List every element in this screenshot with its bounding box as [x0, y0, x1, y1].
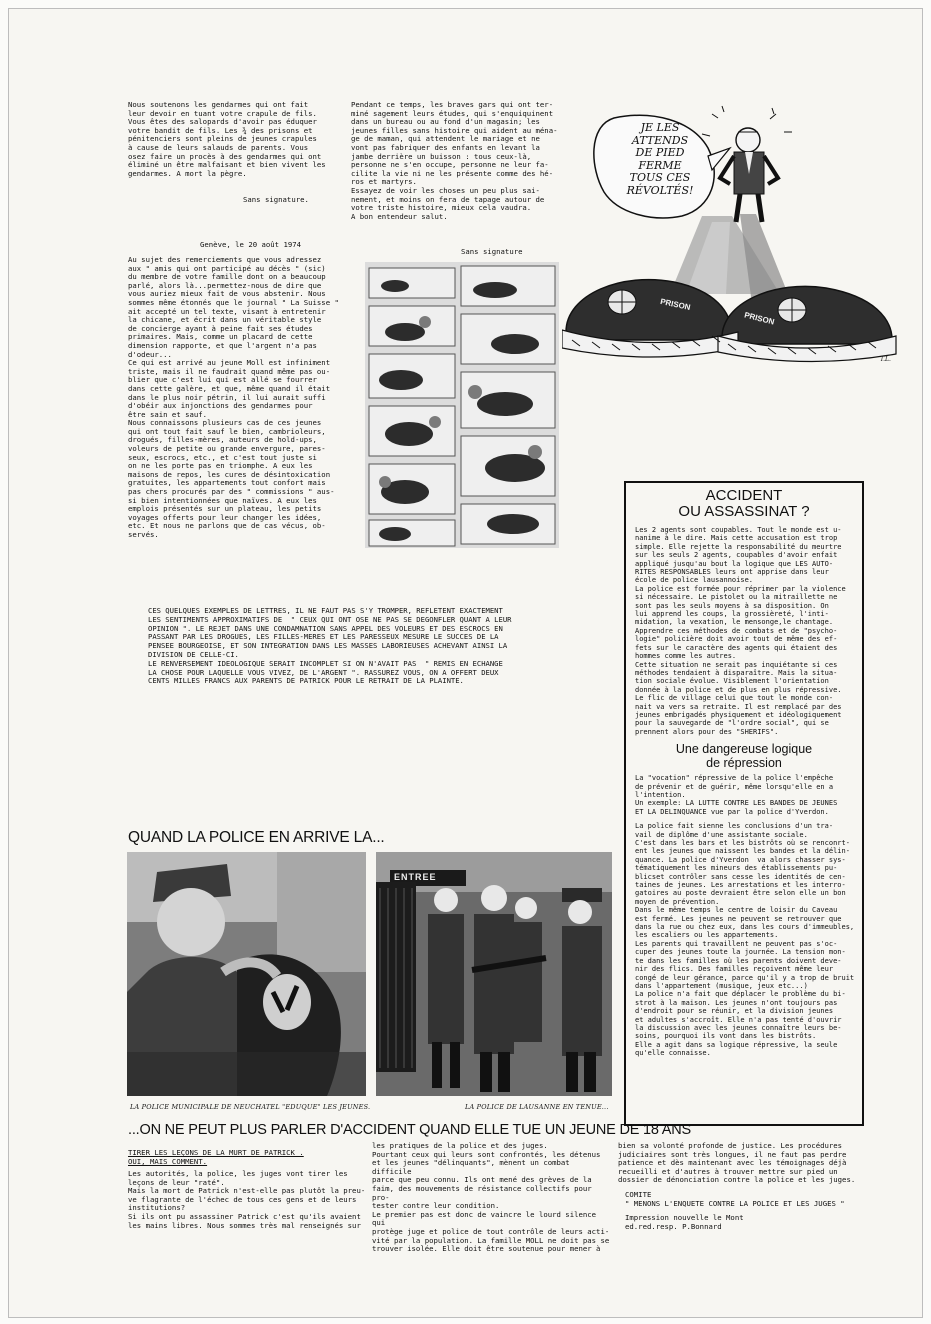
headline-police: QUAND LA POLICE EN ARRIVE LA... [128, 829, 385, 846]
photo-right-caption: LA POLICE DE LAUSANNE EN TENUE... [465, 1103, 609, 1111]
bottom-col-2: les pratiques de la police et des juges. Pourtant ceux qui leurs sont confrontés, les détenus et les jeunes "délinquants", mènent un combat difficile parce que peu connu. Ils ont mené des grèves de la faim, des mouvements de résistance collectifs pour pro- tester contre leur condition. Le premier pas est donc de vaincre le lourd silence qui protège juge et police de tout contrôle de leurs acti- vité par la population. La famille MOLL ne doit pas se trouver isolée. Elle doit être soutenue pour mener à [372, 1141, 610, 1254]
box-subtitle-line1: Une dangereuse logique [675, 742, 813, 757]
cartoon-illustration [562, 104, 898, 370]
prison-label-left: PRISON [659, 296, 692, 313]
bottom-heading-2: OUI, MAIS COMMENT. [128, 1157, 208, 1166]
photo-left-caption: LA POLICE MUNICIPALE DE NEUCHATEL "EDUQUE" LES JEUNES. [130, 1103, 371, 1111]
box-subtitle-line2: de répression [706, 756, 782, 771]
headline-accident: ...ON NE PEUT PLUS PARLER D'ACCIDENT QUAND ELLE TUE UN JEUNE DE 18 ANS [128, 1122, 692, 1138]
letter-2-text: Pendant ce temps, les braves gars qui ont ter- miné sagement leurs études, qui s'enquiquinent dans un bureau ou au fond d'un magasin; les jeunes filles sans histoire qui aident au ména- ge de maman, qui attendent le mariage et ne vont pas fabriquer des enfants en levant la jambe derrière un buisson : tous ceux-là, personne ne s'en occupe, personne ne leur fa- cilite la vie ni ne les présente comme des hé- ros et martyrs. Essayez de voir les choses un peu plus sai- nement, et moins on fera de tapage autour de votre triste histoire, mieux cela vaudra. A bon entendeur salut. [351, 100, 558, 221]
box-body-1: Les 2 agents sont coupables. Tout le monde est u- nanime à le dire. Mais cette accusation est trop simple. Elle rejette la responsabilité du meurtre sur les seuls 2 agents, coupables d'avoir enfait appliqué jusqu'au bout la logique que LES AUTO- RITES RESPONSABLES leurs ont apprise dans leur école de police lausannoise. La police est formée pour réprimer par la violence si nécessaire. Le pistolet ou la mitraillette ne sont pas les seuls moyens à sa disposition. On lui apprend les coups, la grossièreté, l'inti- midation, la vexation, le mensonge,le chantage. Apprendre ces méthodes de combats et de "psycho- logie" policière doit avoir tout de même des ef- fets sur le caractère des agents qui étaient des hommes comme les autres. Cette situation ne serait pas inquiétante si ces méthodes tendaient à disparaître. Mais la situa- tion sociale évolue. Visiblement l'orientation donnée à la police et de plus en plus répressive. Le flic de village celui que tout le monde con- nait va vers sa retraite. Il est remplacé par des jeunes embrigadés physiquement et idéologiquement pour la sauvegarde de "l'ordre social", qui se prennent alors pour des "SHERIFS". [635, 526, 846, 736]
cartoon-speech-text: JE LES ATTENDS DE PIED FERME TOUS CES RÉVOLTÉS! [626, 121, 694, 197]
imprint: Impression nouvelle le Mont ed.red.resp. P.Bonnard [625, 1213, 744, 1231]
box-body-2: La "vocation" répressive de la police l'empêche de prévenir et de guérir, même lorsqu'elle en a l'intention. Un exemple: LA LUTTE CONTRE LES BANDES DE JEUNES ET LA DELINQUANCE vue par la police d'Yverdon. [635, 774, 838, 816]
commentary-text: CES QUELQUES EXEMPLES DE LETTRES, IL NE FAUT PAS S'Y TROMPER, REFLETENT EXACTEMENT LES SENTIMENTS APPROXIMATIFS DE " CEUX QUI ONT OSE NE PAS SE DEGONFLER QUANT A LEUR OPINION ". LE REJET DANS UNE CONDAMNATION SANS APPEL DES VOLEURS ET DES ESCROCS EN PASSANT PAR LES DROGUES, LES FILLES-MERES ET LES PARESSEUX MESURE LE SUCCES DE LA PENSEE BOURGEOISE, ET SON INTEGRATION DANS LES MASSES LABORIEUSES ACHEVANT AINSI LA DIVISION DE CELLE-CI. LE RENVERSEMENT IDEOLOGIQUE SERAIT INCOMPLET SI ON N'AVAIT PAS " REMIS EN ECHANGE LA CHOSE POUR LAQUELLE VOUS VIVEZ, DE L'ARGENT ". RASSUREZ VOUS, ON A OFFERT DEUX CENTS MILLES FRANCS AUX PARENTS DE PATRICK POUR LE RETRAIT DE LA PLAINTE. [148, 606, 512, 686]
letter-3-dateline: Genève, le 20 août 1974 [200, 240, 302, 249]
bottom-col-1: Les autorités, la police, les juges vont tirer les leçons de leur "raté". Mais la mort de Patrick n'est-elle pas plutôt la preu- ve flagrante de l'échec de tous ces gens et de leurs institutions? Si ils ont pu assassiner Patrick c'est qu'ils avaient les mains libres. Nous sommes très mal renseignés sur [128, 1169, 366, 1230]
bottom-heading-1: TIRER LES LEÇONS DE LA MURT DE PATRICK . [128, 1148, 304, 1157]
committee-signature: COMITE " MENONS L'ENQUETE CONTRE LA POLICE ET LES JUGES " [625, 1190, 845, 1208]
lausanne-police-photo [376, 852, 612, 1096]
box-title-line2: OU ASSASSINAT ? [678, 503, 810, 520]
photo-top-caption: Sans signature [461, 247, 523, 256]
box-title-line1: ACCIDENT [705, 487, 783, 504]
neuchatel-police-photo [127, 852, 366, 1096]
box-body-3: La police fait sienne les conclusions d'un tra- vail de diplôme d'une assistante sociale. C'est dans les bars et les bistrôts où se renconrt- ent les jeunes que naissent les bandes et la délin- quance. La police d'Yverdon va alors chasser sys- tématiquement les mineurs des établissements pu- blicset contrôler sans cesse les identités de cen- taines de jeunes. Les arrestations et les interro- gatoires au poste devraient être selon elle un bon moyen de prévention. Dans le même temps le centre de loisir du Caveau est fermé. Les jeunes ne peuvent se retrouver que dans la rue ou chez eux, dans les cours d'immeubles, les escaliers ou les appartements. Les parents qui travaillent ne peuvent pas s'oc- cuper des jeunes toute la journée. La tension mon- te dans les familles où les parents doivent deve- nir des flics. Des familles reçoivent même leur congé de leur gérance, parce qu'il y a trop de bruit dans l'appartement (musique, jeux etc...) La police n'a fait que déplacer le problème du bi- strot à la maison. Les jeunes n'ont toujours pas d'endroit pour se réunir, et la division jeunes et adultes s'accroît. Elle n'a pas tenté d'ouvrir la discussion avec les jeunes connaître leurs be- soins, pourquoi ils vont dans les bistrôts. Elle a agit dans sa logique répressive, la seule qu'elle connaisse. [635, 822, 855, 1058]
letter-3-text: Au sujet des remerciements que vous adressez aux " amis qui ont participé au décès " (sic) du membre de votre famille dont on a beaucoup parlé, alors là...permettez-nous de dire que vous auriez mieux fait de vous abstenir. Nous sommes même étonnés que le journal " La Suisse " ait accepté un tel texte, visant à entretenir la chicane, et écrit dans un véritable style de concierge ayant à peine fait ses études primaires. Mais, comme un placard de cette dimension rapporte, et que l'argent n'a pas d'odeur... Ce qui est arrivé au jeune Moll est infiniment triste, mais il ne faudrait quand même pas ou- blier que c'est lui qui est allé se fourrer dans cette galère, et que, même quand il était dans le plus noir pétrin, il lui aurait suffi d'obéir aux injonctions des gendarmes pour être sain et sauf. Nous connaissons plusieurs cas de ces jeunes qui ont tout fait sauf le bien, cambrioleurs, drogués, filles-mères, auteurs de hold-ups, voleurs de petite ou grande envergure, pares- seux, escrocs, etc., et c'est tout juste si on ne les porte pas en triomphe. A eux les maisons de repos, les cures de désintoxication gratuites, les appartements tout confort mais pas chers procurés par des " commissions " aus- si bien intentionnées que naïves. A eux les emplois présentés sur un plateau, les petits voyages offerts pour leur changer les idées, etc. Et nous ne parlons que de cas vécus, ob- servés. [128, 255, 339, 539]
letter-1-text: Nous soutenons les gendarmes qui ont fait leur devoir en tuant votre crapule de fils. Vous êtes des salopards d'avoir pas éduquer votre bandit de fils. Les ¾ des prisons et pénitenciers sont pleins de jeunes crapules à cause de leurs salauds de parents. Vous osez faire un procès à des gendarmes qui ont éliminé un être malfaisant et bien vivent les gendarmes. A mort la pègre. [128, 100, 326, 178]
letter-1-signature: Sans signature. [243, 195, 309, 204]
prison-label-right: PRISON [743, 310, 776, 327]
accident-or-murder-box [624, 481, 864, 1126]
bottom-col-3: bien sa volonté profonde de justice. Les procédures judiciaires sont très longues, il ne faut pas perdre patience et dès maintenant avec les témoignages déjà recueilli et d'autres à trouver mettre sur pied un dossier de dénonciation contre la police et les juges. [618, 1141, 856, 1185]
prison-shelves-photo [365, 262, 559, 548]
entree-sign: ENTREE [394, 872, 437, 882]
cartoon-initials: T.L. [880, 356, 891, 363]
